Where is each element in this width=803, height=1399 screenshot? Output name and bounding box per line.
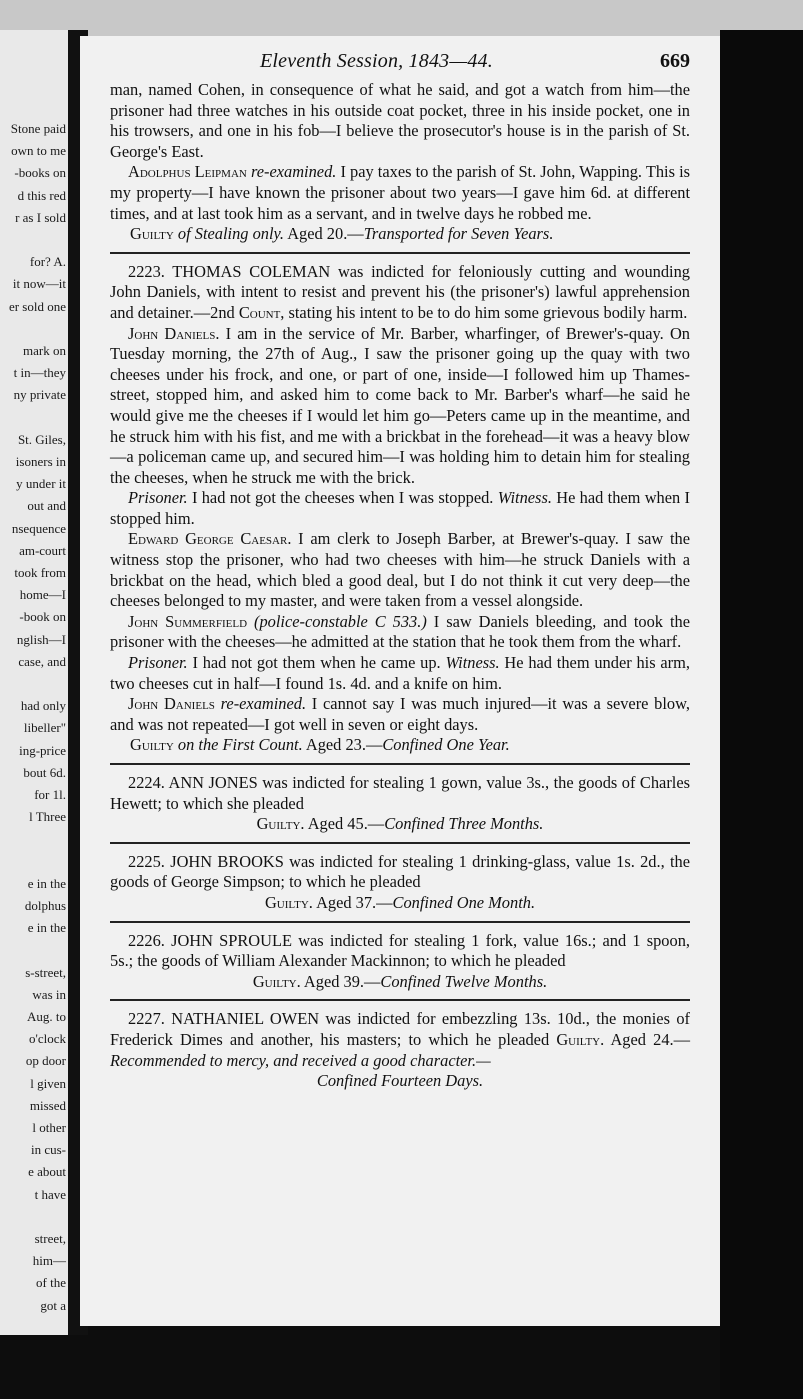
left-page-fragment: e about [28,1164,66,1180]
count-text: , stating his intent to be to do him some grievous bodily harm. [280,302,688,322]
witness-text: I am in the service of Mr. Barber, wharfinger, of Brewer's-quay. On Tuesday morning, the 27th of Aug., I saw the prisoner going up the quay with two cheeses under his frock, and one, or part of one, inside—I followed him up Thames-street, stopped him, and asked him to come back to Mr. Barber's wharf—he said he would give me the cheeses if I would let him go—Peters came up in the meantime, and he struck him with his fist, and me with a brickbat in the forehead—it was a heavy blow—a policeman came up, and secured him—I was holding him to detain him for stealing the cheeses, when he struck me with the brick. [110,323,690,487]
left-page-fragment: y under it [16,476,66,492]
left-page-fragment: nsequence [11,520,66,536]
left-page-fragment: s-street, [25,964,66,980]
left-page-fragment: street, [34,1231,66,1246]
left-page-fragment: er sold one [8,298,66,314]
prisoner-label: Prisoner. [128,653,188,673]
sentence: Transported for Seven Years. [363,224,554,244]
left-page-fragment: St. Giles, [17,431,66,447]
left-page-fragment: case, and [18,653,66,669]
case-number: 2227. [128,1009,165,1029]
prisoner-text: I had not got them when he came up. [187,653,441,673]
witness-reply: He had them when I stopped him. [110,488,690,528]
sentence: Confined Twelve Months. [380,971,548,991]
indictment-text: was indicted for embezzling 13s. 10d., the monies of Frederick Dimes and another, his masters; to which he pleaded [110,1009,690,1049]
case-2223-indictment [110,262,690,324]
page-number: 669 [660,50,690,72]
left-page-fragment: took from [14,565,66,580]
witness-reexamination [110,162,690,224]
sentence: Confined One Month. [392,892,536,912]
defendant-name: THOMAS COLEMAN [172,261,331,281]
witness-role: (police-constable C 533.) [247,611,427,631]
verdict-word: Guilty. [264,892,313,912]
left-page-fragment: got a [40,1297,66,1313]
left-page-fragment: d this red [17,187,66,203]
witness-role: re-examined. [250,162,337,182]
verdict-line [110,224,690,245]
verdict-word: Guilty. [556,1029,605,1049]
left-facing-page [0,30,70,1335]
count-label: Count [238,302,281,322]
left-page-fragment: dolphus [24,898,66,913]
left-page-fragment: ny private [13,387,66,403]
verdict-line [110,893,690,914]
left-page-fragment: out and [27,498,66,514]
left-page-fragment: Stone paid [10,121,66,136]
case-divider [110,921,690,923]
witness-text: I am clerk to Joseph Barber, at Brewer's-quay. I saw the witness stop the prisoner, who had two cheeses with him—he struck Daniels with a brickbat on the head, which bled a good deal, but I do not think it cut very deep—the cheeses belonged to my master, and were taken from a vessel alongside. [110,529,691,611]
running-header [110,50,690,80]
left-page-fragment: e in the [27,875,66,891]
left-page-fragment: r as I sold [15,209,66,225]
case-2225 [110,852,690,893]
indictment-text: was indicted for feloniously cutting and wounding John Daniels, with intent to resist and prevent his (the prisoner's) lawful apprehension and detainer.—2nd [110,261,690,322]
left-page-fragment: him— [32,1253,66,1269]
sentence: Confined One Year. [382,735,510,755]
case-2224 [110,773,690,814]
witness-text: I saw Daniels bleeding, and took the prisoner with the cheeses—he admitted at the station that he took them from the wharf. [110,611,690,652]
left-page-fragment: home—I [19,587,66,603]
case-number: 2225. [128,851,165,871]
case-divider [110,999,690,1001]
prisoner-label: Prisoner. [128,488,188,508]
verdict-age: Aged 37.— [312,892,393,912]
testimony-summerfield [110,612,690,653]
case-number: 2223. [128,261,165,281]
left-page-fragment: -book on [19,609,66,625]
case-divider [110,763,690,765]
testimony-daniels [110,324,690,489]
witness-label: Witness. [445,653,500,673]
witness-text: I cannot say I was much injured—it was a severe blow, and was not repeated—I got well in seven or eight days. [110,694,690,734]
verdict-word: Guilty. [256,814,305,834]
witness-name: John Daniels [128,694,215,714]
indictment-text: was indicted for stealing 1 fork, value 16s.; and 1 spoon, 5s.; the goods of William Alexander Mackinnon; to which he pleaded [110,930,690,971]
left-page-fragment: t have [34,1186,66,1202]
scan-background-right [720,30,803,1399]
indictment-text: was indicted for stealing 1 drinking-glass, value 1s. 2d., the goods of George Simpson; to which he pleaded [110,851,690,892]
verdict-word: Guilty [130,224,174,244]
indictment-text: was indicted for stealing 1 gown, value 3s., the goods of Charles Hewett; to which she pleaded [110,773,691,813]
sentence: Confined Fourteen Days. [316,1071,484,1091]
verdict-word: Guilty. [252,971,301,991]
verdict-age: Aged 45.— [304,814,385,834]
left-page-fragment: nglish—I [16,631,66,647]
left-page-fragment: bout 6d. [23,764,66,780]
left-page-fragment: l given [30,1075,66,1091]
left-page-fragment: isoners in [15,454,66,469]
left-page-fragment: it now—it [12,276,66,292]
testimony-daniels-reexamined [110,694,690,735]
verdict-line [110,814,690,835]
left-page-fragment: am-court [19,542,66,558]
left-page-fragment: libeller" [23,720,66,736]
verdict-age: Aged 20.— [284,224,364,244]
defendant-name: JOHN BROOKS [170,851,284,871]
left-page-fragment: o'clock [29,1031,66,1047]
defendant-name: ANN JONES [168,773,258,792]
left-page-fragment: in cus- [30,1142,66,1158]
witness-reply: He had them under his arm, two cheeses cut in half—I found 1s. 4d. and a knife on him. [110,653,690,693]
left-page-fragment: l other [32,1120,66,1135]
witness-name: John Daniels. [128,323,220,343]
left-page-fragment: missed [29,1097,66,1113]
left-page-fragment: t in—they [13,365,66,381]
page-text [110,50,690,1092]
verdict-qualifier: on the First Count. [173,735,303,755]
left-page-fragment: was in [32,986,66,1002]
verdict-qualifier: of Stealing only. [173,224,285,244]
prisoner-text: I had not got the cheeses when I was stopped. [187,488,494,508]
witness-name: John Summerfield [128,611,248,631]
case-divider [110,842,690,844]
witness-role: re-examined. [214,694,307,714]
left-page-fragment: own to me [11,143,66,159]
scan-background-top [0,0,803,40]
verdict-line [110,972,690,993]
left-page-fragment: Aug. to [27,1009,66,1024]
left-page-fragment: for 1l. [34,787,66,802]
case-number: 2224. [128,773,165,792]
case-2226 [110,931,690,972]
testimony-caesar [110,529,690,611]
witness-name: Edward George Caesar. [128,529,292,549]
verdict-word: Guilty [130,735,174,755]
left-page-fragment: op door [25,1053,66,1069]
witness-text: I pay taxes to the parish of St. John, Wapping. This is my property—I have known the prisoner about two years—I gave him 6d. at different times, and at last took him as a servant, and in twelve days he robbed me. [110,162,691,223]
case-number: 2226. [128,930,165,950]
left-page-fragment: mark on [23,343,66,358]
witness-name: Adolphus Leipman [128,162,247,182]
left-page-fragment: -books on [14,165,66,181]
witness-label: Witness. [497,488,552,508]
running-title: Eleventh Session, 1843—44. [260,50,493,72]
left-page-fragment: e in the [27,920,66,936]
prisoner-exchange [110,488,690,529]
left-page-fragment: had only [20,698,66,714]
continuation-paragraph: man, named Cohen, in consequence of what he said, and got a watch from him—the prisoner had three watches in his outside coat pocket, three in his inside pocket, one in his trowsers, and one in his fob—I believe the prosecutor's house is in the parish of St. George's East. [110,80,690,161]
prisoner-exchange-2 [110,653,690,694]
left-page-fragment: ing-price [19,742,66,758]
verdict-age: Aged 23.— [302,735,383,755]
verdict-age: Aged 24.— [604,1029,691,1049]
sentence-recommendation: Recommended to mercy, and received a good character.— [110,1050,491,1070]
left-page-fragment: for? A. [29,254,66,270]
verdict-line [110,735,690,756]
left-page-fragment: of the [36,1275,66,1291]
defendant-name: NATHANIEL OWEN [171,1009,320,1029]
defendant-name: JOHN SPROULE [171,930,293,950]
sentence: Confined Three Months. [384,814,544,834]
page-669 [80,36,720,1326]
case-2227 [110,1009,690,1071]
left-page-fragment: l Three [29,809,66,825]
verdict-age: Aged 39.— [300,971,381,991]
case-divider [110,252,690,254]
